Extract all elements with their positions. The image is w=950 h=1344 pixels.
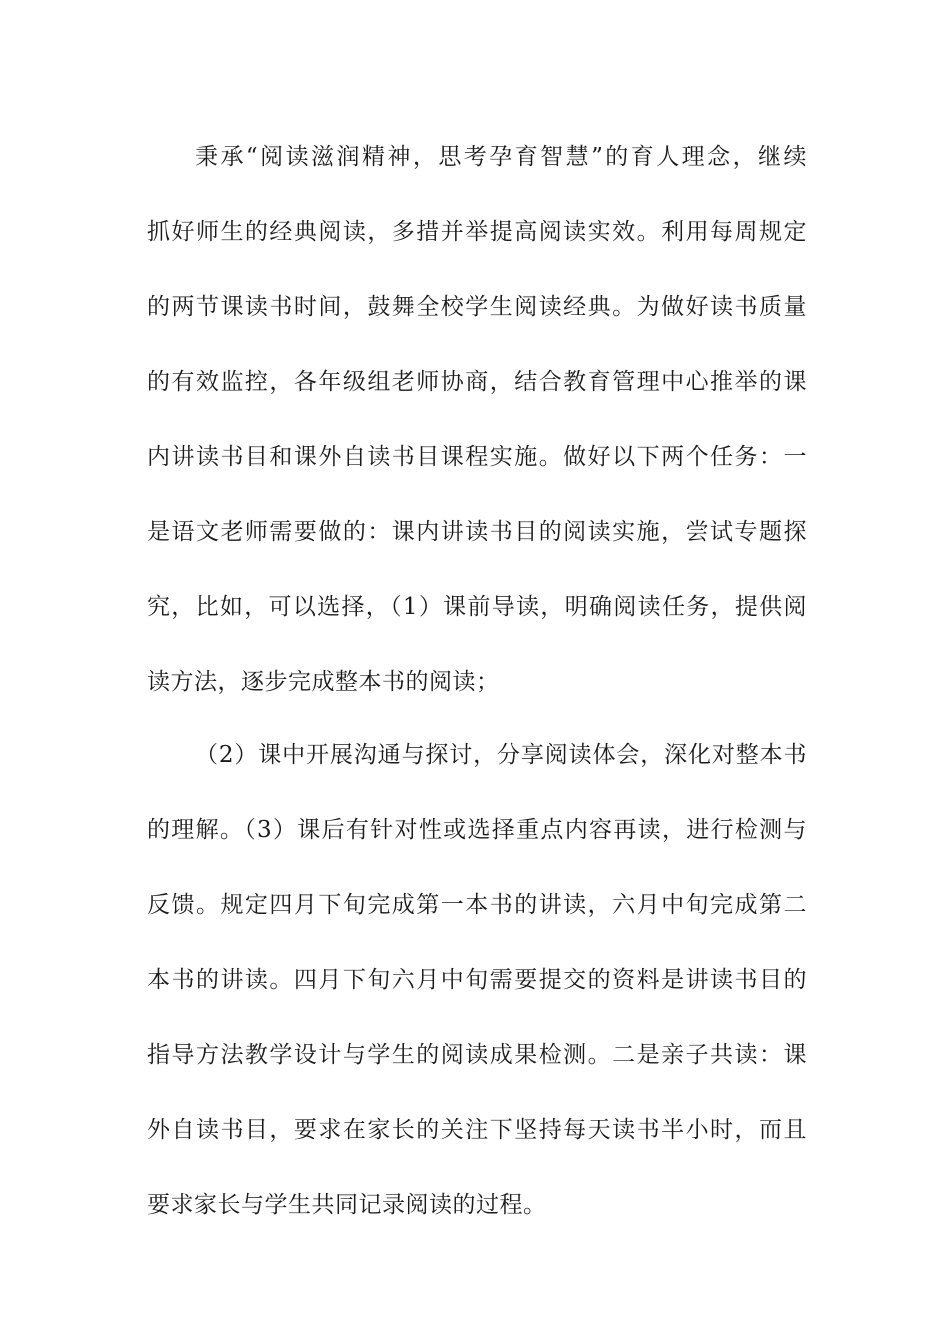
text-line: 反馈。规定四月下旬完成第一本书的讲读，六月中旬完成第二	[147, 892, 807, 918]
text-line: 指导方法教学设计与学生的阅读成果检测。二是亲子共读：课	[147, 1042, 807, 1068]
text-line: 的理解。（3）课后有针对性或选择重点内容再读，进行检测与	[147, 817, 807, 843]
text-line: 本书的讲读。四月下旬六月中旬需要提交的资料是讲读书目的	[147, 967, 807, 993]
text-line: 的有效监控，各年级组老师协商，结合教育管理中心推举的课	[147, 369, 807, 395]
text-line: 内讲读书目和课外自读书目课程实施。做好以下两个任务：一	[147, 444, 807, 470]
text-line: （2）课中开展沟通与探讨，分享阅读体会，深化对整本书	[195, 742, 807, 768]
text-line: 是语文老师需要做的：课内讲读书目的阅读实施，尝试专题探	[147, 519, 807, 545]
text-line: 的两节课读书时间，鼓舞全校学生阅读经典。为做好读书质量	[147, 294, 807, 320]
text-line: 抓好师生的经典阅读，多措并举提高阅读实效。利用每周规定	[147, 219, 807, 245]
text-line: 读方法，逐步完成整本书的阅读；	[147, 669, 500, 695]
text-line: 要求家长与学生共同记录阅读的过程。	[147, 1192, 547, 1218]
text-line: 外自读书目，要求在家长的关注下坚持每天读书半小时，而且	[147, 1117, 807, 1143]
text-line: 究，比如，可以选择，（1）课前导读，明确阅读任务，提供阅	[147, 594, 807, 620]
text-line: 秉承“阅读滋润精神，思考孕育智慧”的育人理念，继续	[195, 144, 807, 170]
